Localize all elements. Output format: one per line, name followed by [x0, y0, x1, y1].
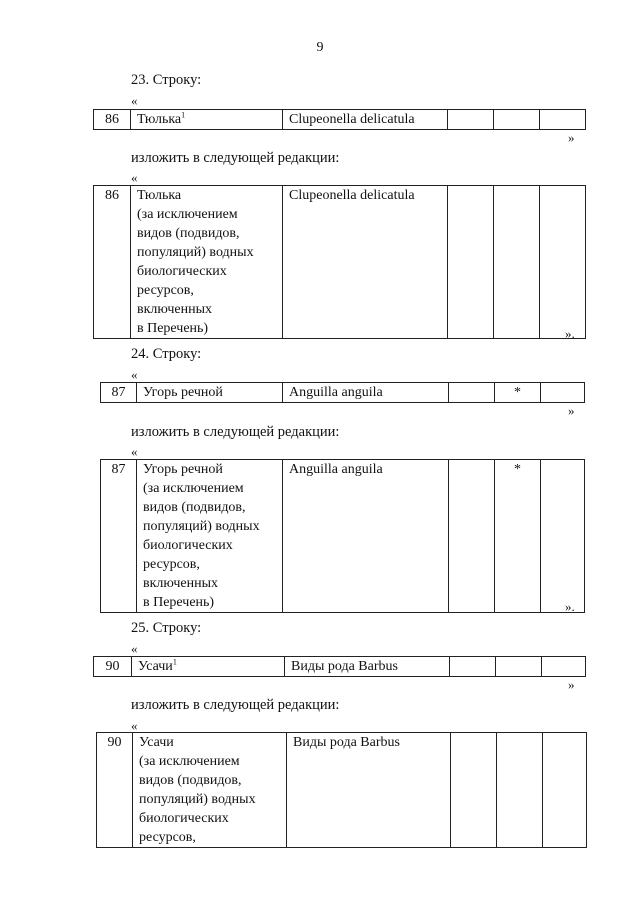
name-line: (за исключением — [139, 754, 240, 769]
table-row — [97, 733, 587, 848]
section-24-heading: 24. Строку: — [131, 346, 202, 362]
close-quote-with-period: ». — [565, 326, 575, 341]
name-line: видов (подвидов, — [139, 773, 242, 788]
empty-cell — [541, 383, 585, 403]
open-quote: « — [131, 170, 138, 185]
open-quote: « — [131, 93, 138, 108]
empty-cell — [540, 110, 586, 130]
name-line: Угорь речной — [143, 462, 223, 477]
name-line: Тюлька — [137, 188, 182, 203]
new-row-table-90 — [96, 732, 587, 848]
row-number: 87 — [101, 383, 137, 403]
species-name-cell — [131, 110, 283, 130]
latin-name: Anguilla anguila — [283, 383, 449, 403]
latin-name: Anguilla anguila — [283, 460, 449, 613]
latin-name: Clupeonella delicatula — [283, 110, 448, 130]
species-name: Тюлька — [137, 112, 182, 127]
empty-cell — [541, 460, 585, 613]
name-line: включенных — [143, 576, 218, 591]
footnote-marker: 1 — [181, 110, 186, 120]
instruction-text: изложить в следующей редакции: — [131, 424, 340, 440]
new-row-table-86 — [93, 185, 586, 339]
empty-cell — [449, 383, 495, 403]
name-line: (за исключением — [143, 481, 244, 496]
row-number: 90 — [94, 657, 132, 677]
name-line: биологических — [137, 264, 227, 279]
section-23-heading: 23. Строку: — [131, 72, 202, 88]
footnote-marker: 1 — [172, 657, 177, 667]
table-row — [94, 657, 586, 677]
name-line: ресурсов, — [143, 557, 200, 572]
instruction-text: изложить в следующей редакции: — [131, 697, 340, 713]
name-line: ресурсов, — [139, 830, 196, 845]
species-name: Усачи — [138, 659, 173, 674]
open-quote: « — [131, 367, 138, 382]
latin-name: Clupeonella delicatula — [283, 186, 448, 339]
name-line: популяций) водных — [137, 245, 254, 260]
empty-cell — [540, 186, 586, 339]
table-row — [94, 186, 586, 339]
name-line: видов (подвидов, — [143, 500, 246, 515]
instruction-text: изложить в следующей редакции: — [131, 150, 340, 166]
name-line: популяций) водных — [139, 792, 256, 807]
species-name-cell — [137, 383, 283, 403]
name-line: биологических — [143, 538, 233, 553]
name-line: включенных — [137, 302, 212, 317]
close-quote: » — [568, 403, 575, 418]
species-name-cell — [131, 186, 283, 339]
mark-cell — [496, 657, 542, 677]
mark-cell — [497, 733, 543, 848]
open-quote: « — [131, 718, 138, 733]
name-line: Усачи — [139, 735, 174, 750]
open-quote: « — [131, 444, 138, 459]
close-quote: » — [568, 130, 575, 145]
open-quote: « — [131, 641, 138, 656]
page-number: 9 — [316, 40, 324, 55]
row-number: 86 — [94, 186, 131, 339]
name-line: ресурсов, — [137, 283, 194, 298]
name-line: популяций) водных — [143, 519, 260, 534]
old-row-table-87 — [100, 382, 585, 403]
species-name-cell — [133, 733, 287, 848]
row-number: 90 — [97, 733, 133, 848]
row-number: 86 — [94, 110, 131, 130]
close-quote-with-period: ». — [565, 599, 575, 614]
species-name-cell — [132, 657, 285, 677]
name-line: видов (подвидов, — [137, 226, 240, 241]
mark-cell — [494, 110, 540, 130]
table-row — [101, 383, 585, 403]
table-row — [101, 460, 585, 613]
old-row-table-86 — [93, 109, 586, 130]
mark-cell — [494, 186, 540, 339]
asterisk-mark: * — [495, 460, 541, 613]
latin-name: Виды рода Barbus — [285, 657, 450, 677]
section-25-heading: 25. Строку: — [131, 620, 202, 636]
name-line: (за исключением — [137, 207, 238, 222]
latin-name: Виды рода Barbus — [287, 733, 451, 848]
row-number: 87 — [101, 460, 137, 613]
asterisk-mark: * — [495, 383, 541, 403]
empty-cell — [448, 110, 494, 130]
species-name-cell — [137, 460, 283, 613]
empty-cell — [543, 733, 587, 848]
close-quote: » — [568, 677, 575, 692]
empty-cell — [449, 460, 495, 613]
empty-cell — [448, 186, 494, 339]
name-line: биологических — [139, 811, 229, 826]
name-line: в Перечень) — [137, 321, 209, 336]
new-row-table-87 — [100, 459, 585, 613]
name-line: в Перечень) — [143, 595, 215, 610]
empty-cell — [451, 733, 497, 848]
old-row-table-90 — [93, 656, 586, 677]
table-row — [94, 110, 586, 130]
empty-cell — [450, 657, 496, 677]
empty-cell — [542, 657, 586, 677]
species-name: Угорь речной — [143, 385, 223, 400]
